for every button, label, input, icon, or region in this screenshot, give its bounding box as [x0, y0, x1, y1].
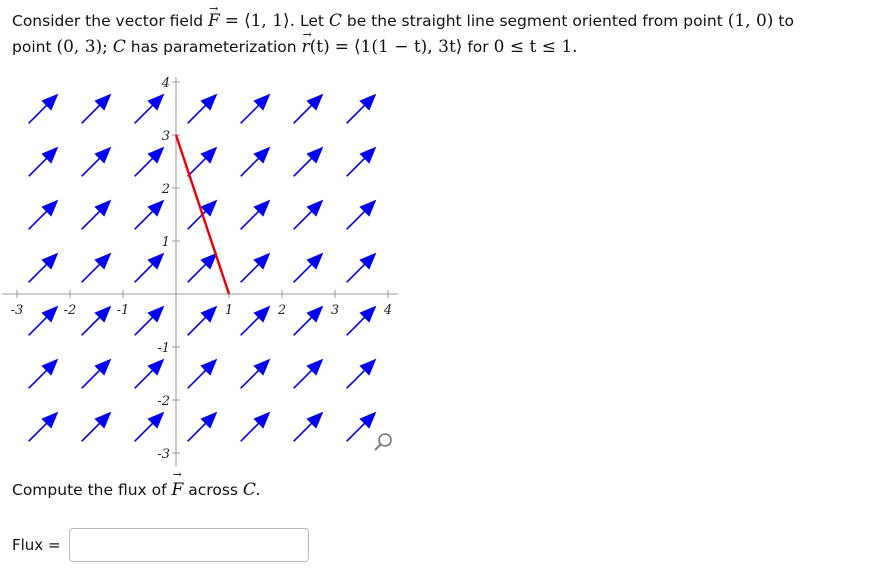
problem-statement — [12, 8, 882, 60]
answer-row — [12, 527, 309, 563]
y-tick-label: -3 — [157, 447, 170, 462]
equals-sign: = — [224, 11, 240, 31]
x-tick-label: -2 — [63, 303, 77, 318]
problem-text: has parameterization — [130, 38, 297, 56]
field-symbol: → F — [172, 480, 184, 500]
x-tick-label: 1 — [224, 303, 234, 318]
y-tick-label: -1 — [157, 341, 170, 356]
y-tick-label: -2 — [157, 394, 170, 409]
flux-input[interactable] — [69, 528, 309, 562]
curve-symbol: C — [328, 11, 342, 31]
vector-field-plot[interactable] — [0, 75, 400, 470]
flux-label: Flux = — [12, 536, 61, 554]
param-range: 0 ≤ t ≤ 1. — [493, 37, 578, 57]
param-symbol: → r — [302, 34, 310, 60]
x-tick-label: 4 — [383, 303, 393, 318]
problem-text: point — [12, 38, 52, 56]
x-tick-label: -1 — [116, 303, 130, 318]
problem-text: be the straight line segment oriented from point — [346, 12, 723, 30]
curve-c — [176, 135, 229, 294]
y-tick-label: 4 — [161, 76, 170, 91]
equals-sign: = — [334, 37, 349, 57]
question-text: Compute the flux of — [12, 481, 167, 499]
field-value: ⟨1, 1⟩. — [243, 11, 296, 31]
x-tick-label: 2 — [277, 303, 287, 318]
y-tick-label: 3 — [161, 129, 170, 144]
curve-symbol: C — [112, 37, 126, 57]
field-symbol: → F — [208, 8, 220, 34]
magnifier-icon[interactable] — [375, 434, 391, 450]
x-tick-label: -3 — [10, 303, 24, 318]
problem-text: Consider the vector field — [12, 12, 204, 30]
problem-text: to — [778, 12, 794, 30]
question-prompt — [12, 480, 261, 500]
problem-line-1 — [12, 8, 882, 34]
curve-symbol: C. — [242, 480, 261, 500]
problem-text: Let — [300, 12, 324, 30]
problem-text: for — [467, 38, 489, 56]
y-tick-label: 2 — [161, 182, 170, 197]
param-arg: (t) — [309, 37, 330, 57]
y-tick-label: 1 — [161, 235, 170, 250]
x-tick-label: 3 — [330, 303, 340, 318]
end-point: (0, 3); — [56, 37, 108, 57]
param-value: ⟨1(1 − t), 3t⟩ — [353, 37, 463, 57]
problem-line-2 — [12, 34, 882, 60]
question-text: across — [188, 481, 238, 499]
start-point: (1, 0) — [727, 11, 774, 31]
